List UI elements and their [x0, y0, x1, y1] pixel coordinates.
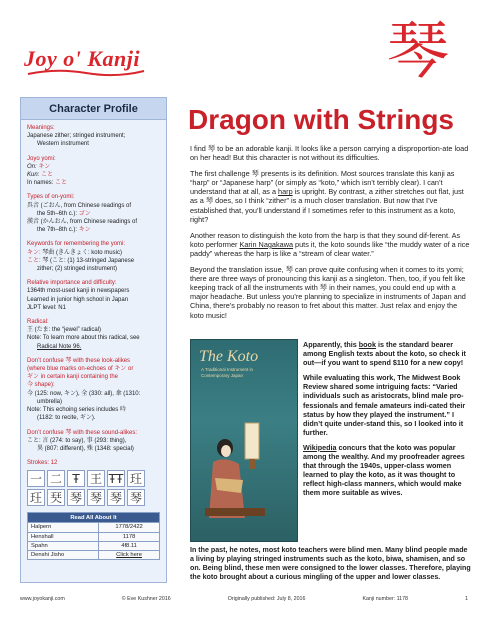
look-line-1: 今 (125: now, キン), 全 (330: all), 傘 (1310:	[27, 390, 141, 397]
ref-name: Spahn	[28, 541, 99, 550]
stroke-box: 珡	[47, 489, 65, 506]
stroke-box: 玨	[27, 489, 45, 506]
look-heading-2: (where blue marks on-echoes of キン or	[27, 366, 134, 373]
table-row	[28, 523, 160, 532]
footer-site[interactable]: www.joyokanji.com	[20, 596, 65, 602]
look-heading-4: 今 shape):	[27, 382, 55, 389]
denshi-jisho-link[interactable]: Click here	[99, 550, 160, 559]
paragraph-3-text: Another reason to distinguish the koto from the harp is that they sound dif-ferent. As koto performer	[190, 230, 461, 249]
logo	[24, 28, 164, 88]
types-line-1: 呉音 (ごおん, from Chinese readings of	[27, 202, 132, 209]
book-cover-image	[190, 339, 298, 542]
ref-value: 1178	[99, 532, 160, 541]
sound-heading: Don’t confuse 琴 with these sound-alikes:	[27, 429, 138, 436]
paragraph-4: Beyond the translation issue, 琴 can prove quite confusing when it comes to its yomi; there are three ways of pronouncing this kanji as a singleton. Then, too, if you felt like keeping track of all the instruments with 琴 in their names, you could end up with a major headache. But unless you’re planning to specialize in instruments of Japan and China, there’s probably no reason to fret about this matter. Just relax and enjoy the koto music!	[190, 265, 466, 320]
paragraph-1: I find 琴 to be an adorable kanji. It looks like a person carrying a disproportion-ate load on her head! But this character is not without its difficulties.	[190, 144, 469, 163]
stroke-box: 琴	[87, 489, 105, 506]
footer-page-number: 1	[465, 596, 468, 602]
featured-kanji: 琴	[386, 14, 449, 87]
character-profile-sidebar	[20, 97, 167, 583]
types-value-2: キン	[78, 227, 91, 234]
radical-note-link[interactable]: Radical Note 96.	[37, 343, 82, 350]
stroke-box: 玨	[127, 470, 145, 487]
on-label: On:	[27, 163, 37, 170]
radical-heading: Radical:	[27, 319, 49, 326]
reference-table	[27, 512, 160, 560]
paragraph-2-text-cont: is upright. By contrast, a zither stretches out flat, just as a 琴 does, so I think “zither” is a much closer translation. But now that I’ve established that, you’ll understand if I sometimes refer to this instrument as a koto, right?	[190, 187, 464, 224]
book-subtitle: A Traditional Instrument in Contemporary Japan	[201, 367, 254, 378]
radical-line-1: 王 (たま: the “jewel” radical)	[27, 327, 102, 334]
ref-name: Denshi Jisho	[28, 550, 99, 559]
side-paragraph-1-text-cont: is the standard bearer among English texts about the koto, so check it out—if you want to spend $110 for a new copy!	[303, 340, 466, 368]
relative-line-2: Learned in junior high school in Japan	[27, 296, 129, 303]
meanings-text-2: Western instrument	[37, 141, 89, 148]
sidebar-body	[21, 120, 166, 564]
stroke-box: 琴	[67, 489, 85, 506]
reference-table-header: Read All About It	[28, 513, 160, 523]
page-footer	[20, 596, 468, 602]
book-link[interactable]: book	[358, 340, 376, 349]
stroke-box: ŦŦ	[108, 472, 124, 487]
book-title: The Koto	[199, 348, 259, 365]
stroke-box: 王	[87, 470, 105, 487]
types-value-1: ゴン	[78, 210, 91, 217]
types-line-1b: the 5th–6th c.):	[37, 210, 78, 217]
paragraph-3	[190, 231, 470, 258]
wikipedia-link[interactable]: Wikipedia	[303, 442, 337, 452]
types-line-2: 漢音 (かんおん, from Chinese readings of	[27, 219, 138, 226]
strokes-heading: Strokes: 12	[27, 460, 58, 467]
sound-line-2: 異 (807: different), 殊 (1348: special)	[37, 445, 134, 452]
main-article	[190, 144, 470, 327]
look-alikes-section	[27, 357, 160, 423]
ref-name: Halpern	[28, 523, 99, 532]
koto-player-illustration-icon	[205, 418, 265, 528]
stroke-box: 一	[27, 470, 45, 487]
side-paragraph-1	[303, 340, 470, 367]
sound-line-1: こと: 言 (274: to say), 事 (293: thing),	[27, 437, 127, 444]
look-heading-3: ギン in certain kanji containing the	[27, 374, 118, 381]
names-reading: こと	[55, 180, 68, 187]
harp-link[interactable]: harp	[278, 187, 293, 197]
joyo-heading: Joyo yomi:	[27, 155, 56, 162]
radical-section	[27, 318, 160, 351]
keyword-2-text: 琴 (こと: (1) 13-stringed Japanese	[42, 257, 135, 264]
meanings-heading: Meanings:	[27, 125, 55, 131]
meanings-text: Japanese zither; stringed instrument;	[27, 133, 126, 140]
paragraph-2	[190, 169, 470, 224]
look-heading-1: Don’t confuse 琴 with these look-alikes	[27, 357, 131, 364]
side-paragraph-2: While evaluating this work, The Midwest Book Review shared some intriguing facts: “Varied individuals such as aristocrats, blind male pro-fessionals and female amateurs indi-cated their status by how they played the instrument.” I didn’t quite under-stand this, so I looked into it further.	[303, 373, 466, 437]
ref-name: Henshall	[28, 532, 99, 541]
ref-value: 1778/2422	[99, 523, 160, 532]
look-line-2b: (1182: to recite, ギン).	[37, 415, 96, 422]
types-section	[27, 193, 160, 234]
keywords-section	[27, 240, 160, 273]
footer-published: Originally published: July 8, 2016	[227, 596, 306, 602]
keywords-heading: Keywords for remembering the yomi:	[27, 241, 126, 248]
table-row	[28, 550, 160, 559]
logo-text: Joy o' Kanji	[24, 46, 141, 71]
look-line-1b: umbrella)	[37, 398, 63, 405]
side-paragraph-1-text: Apparently, this	[303, 340, 359, 349]
sound-alikes-section	[27, 429, 160, 454]
side-paragraph-3-text: concurs that the koto was popular among the wealthy. And my proofreader agrees that through the 1940s, upper-class women learned to play the koto, as it was thought to reflect high-class manners, which would make them more suitable as wives.	[303, 442, 465, 498]
stroke-box: Ŧ	[67, 470, 85, 487]
logo-swirl-icon	[26, 66, 146, 80]
stroke-box: 二	[47, 470, 65, 487]
kun-reading: こと	[41, 172, 54, 179]
sidebar-header: Character Profile	[21, 98, 166, 120]
keyword-1-reading: キン:	[27, 249, 41, 256]
paragraph-3-text-cont: puts it, the koto sounds like “the muddy water of a rice paddy” whereas the harp is like a “stream of clear water.”	[190, 239, 470, 258]
paragraph-2-text: The first challenge 琴 presents is its definition. Most sources translate this kanji as “harp” or “Japanese harp” (or simply as “koto,” which isn’t terribly clear). I can’t understand that at all, as a	[190, 169, 455, 197]
relative-heading: Relative importance and difficulty:	[27, 280, 117, 287]
types-line-2b: the 7th–8th c.):	[37, 227, 78, 234]
side-paragraph-3	[303, 443, 470, 498]
radical-line-2: Note: To learn more about this radical, see	[27, 335, 140, 342]
keyword-1-text: 琴曲 (きんきょく: koto music)	[42, 249, 122, 256]
karin-nagakawa-link[interactable]: Karin Nagakawa	[239, 239, 294, 249]
table-row	[28, 532, 160, 541]
kun-label: Kun:	[27, 172, 40, 179]
ref-value: 4f8.11	[99, 541, 160, 550]
stroke-box: 琴	[127, 489, 145, 506]
joyo-yomi-section	[27, 155, 160, 188]
keyword-2-text-cont: zither; (2) stringed instrument)	[37, 266, 118, 273]
on-reading: キン	[38, 163, 51, 170]
names-label: In names:	[27, 180, 54, 187]
stroke-box: 琴	[107, 489, 125, 506]
relative-line-1: 1364th most-used kanji in newspapers	[27, 288, 130, 295]
page-title: Dragon with Strings	[188, 104, 454, 135]
bottom-paragraph: In the past, he notes, most koto teachers were blind men. Many blind people made a living by playing stringed instruments such as the koto, biwa, shamisen, and so on. Being blind, these men were consigned to the lower classes. Therefore, playing the koto brought about a curious mingling of the upper and lower classes.	[190, 546, 471, 581]
meanings-section	[27, 124, 160, 149]
footer-kanji-number: Kanji number: 1178	[362, 596, 408, 602]
table-row	[28, 541, 160, 550]
book-sidebar-text	[303, 340, 470, 504]
relative-importance-section	[27, 279, 160, 312]
relative-line-3: JLPT level: N1	[27, 304, 66, 311]
keyword-2-reading: こと:	[27, 257, 41, 264]
look-line-2: Note: This echoing series includes 吟	[27, 407, 126, 414]
stroke-order-grid	[27, 470, 160, 506]
types-heading: Types of on-yomi:	[27, 194, 75, 201]
footer-copyright: © Eve Kushner 2016	[121, 596, 171, 602]
